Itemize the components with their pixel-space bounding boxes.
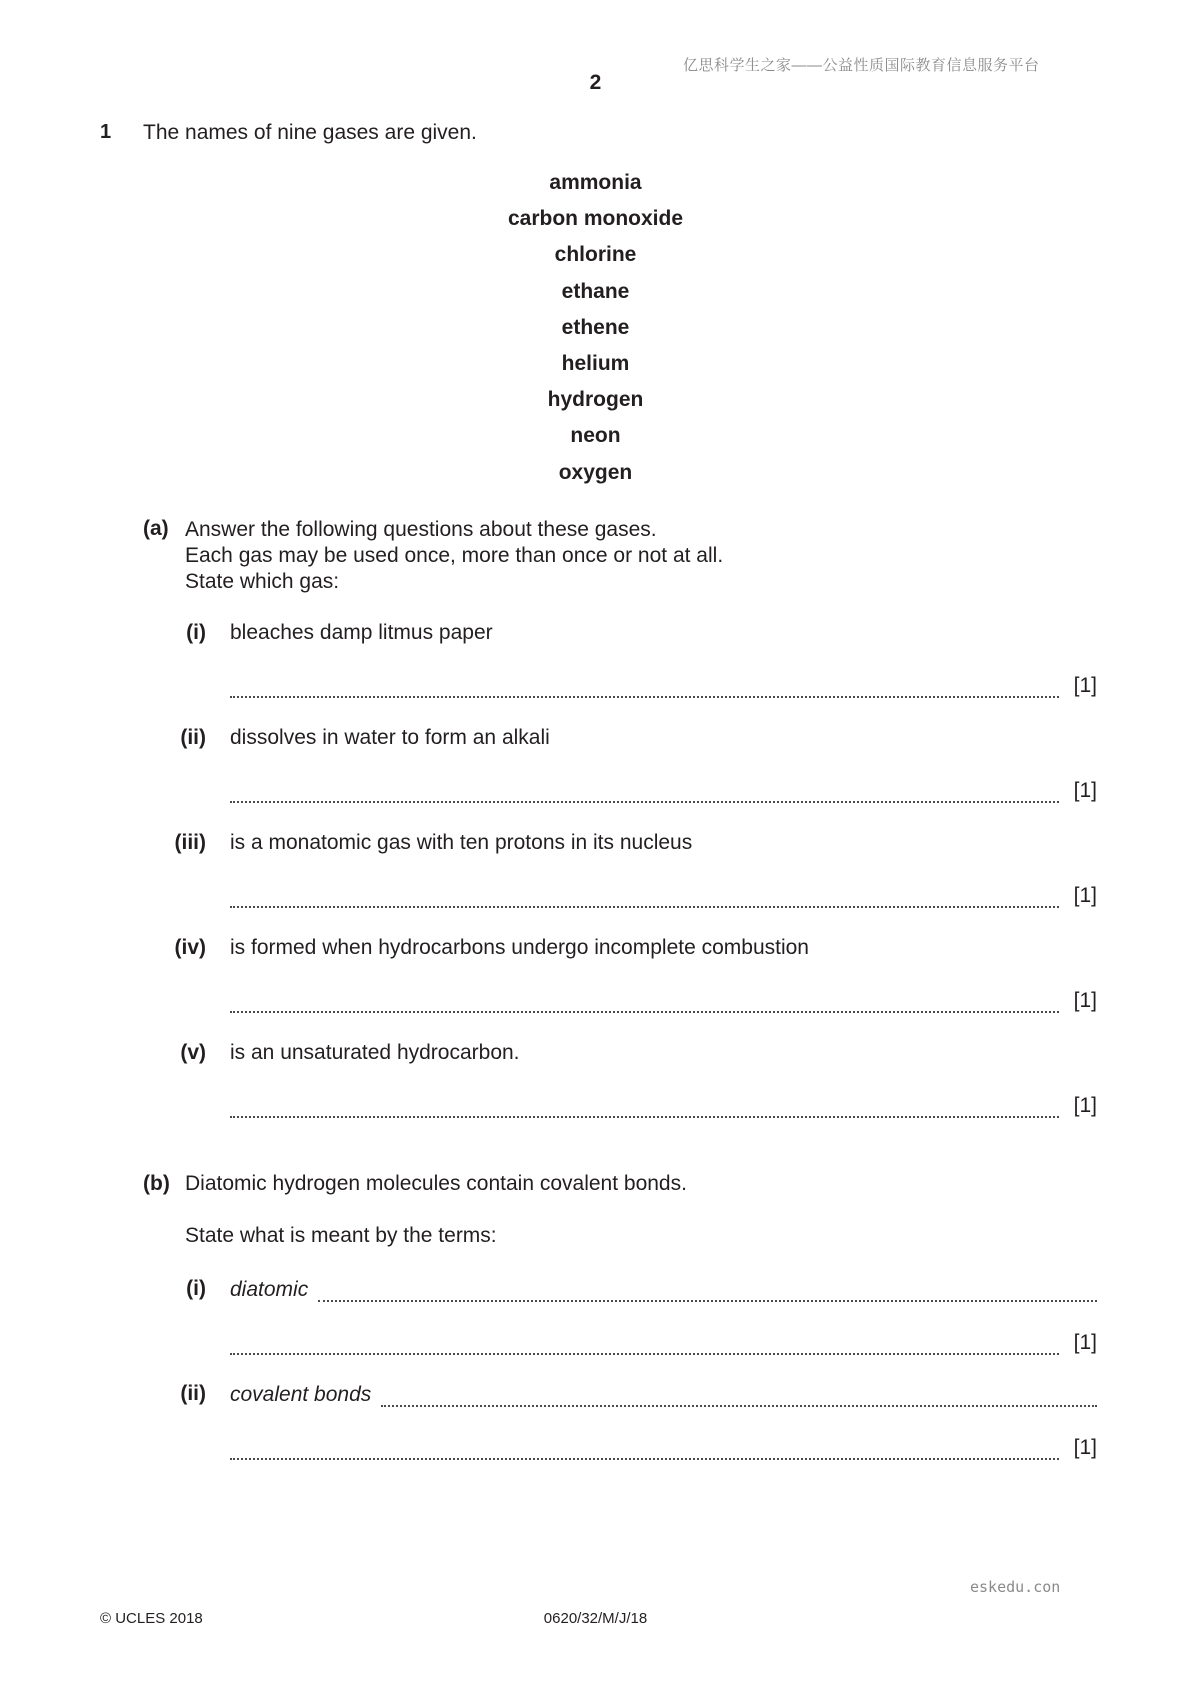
item-label: (i) xyxy=(186,621,206,644)
mark-allocation: [1] xyxy=(1073,674,1097,697)
part-a-instruction: Answer the following questions about these gases. xyxy=(185,518,657,541)
item-question: is an unsaturated hydrocarbon. xyxy=(230,1041,520,1064)
gas-name: helium xyxy=(561,351,630,375)
item-question: is formed when hydrocarbons undergo incomplete combustion xyxy=(230,936,809,959)
answer-line[interactable] xyxy=(230,1434,1097,1460)
gas-name: oxygen xyxy=(558,460,633,484)
answer-dots[interactable] xyxy=(318,1280,1097,1302)
answer-line[interactable] xyxy=(230,1092,1097,1118)
page-number: 2 xyxy=(589,71,602,94)
item-label: (v) xyxy=(180,1041,206,1064)
item-label: (ii) xyxy=(180,726,206,749)
answer-dots[interactable] xyxy=(230,886,1059,908)
gas-list xyxy=(0,170,1191,496)
item-label: (iii) xyxy=(174,831,206,854)
answer-dots[interactable] xyxy=(230,1096,1059,1118)
term-covalent-bonds: covalent bonds xyxy=(230,1383,372,1406)
question-number: 1 xyxy=(100,121,112,143)
term-diatomic: diatomic xyxy=(230,1278,309,1301)
header-watermark: 亿思科学生之家——公益性质国际教育信息服务平台 xyxy=(683,57,1040,74)
answer-dots[interactable] xyxy=(230,676,1059,698)
part-a-label: (a) xyxy=(143,517,169,540)
gas-name: hydrogen xyxy=(547,388,644,412)
definition-line[interactable] xyxy=(230,1276,1097,1302)
mark-allocation: [1] xyxy=(1073,989,1097,1012)
part-b-instruction: State what is meant by the terms: xyxy=(185,1224,497,1247)
part-a-instruction: Each gas may be used once, more than once or not at all. xyxy=(185,544,724,567)
copyright: © UCLES 2018 xyxy=(100,1610,203,1627)
item-label: (iv) xyxy=(174,936,206,959)
gas-name: ethane xyxy=(561,279,630,303)
item-question: bleaches damp litmus paper xyxy=(230,621,493,644)
answer-line[interactable] xyxy=(230,987,1097,1013)
gas-name: chlorine xyxy=(554,243,637,267)
item-question: is a monatomic gas with ten protons in its nucleus xyxy=(230,831,693,854)
answer-dots[interactable] xyxy=(230,781,1059,803)
mark-allocation: [1] xyxy=(1073,1094,1097,1117)
mark-allocation: [1] xyxy=(1073,779,1097,802)
gas-name: ammonia xyxy=(549,171,642,194)
gas-name: neon xyxy=(570,424,621,448)
answer-dots[interactable] xyxy=(230,991,1059,1013)
mark-allocation: [1] xyxy=(1073,884,1097,907)
mark-allocation: [1] xyxy=(1073,1436,1097,1459)
item-label: (i) xyxy=(186,1277,206,1300)
answer-dots[interactable] xyxy=(230,1333,1059,1355)
mark-allocation: [1] xyxy=(1073,1331,1097,1354)
item-question: dissolves in water to form an alkali xyxy=(230,726,550,749)
definition-line[interactable] xyxy=(230,1381,1097,1407)
answer-line[interactable] xyxy=(230,882,1097,908)
answer-dots[interactable] xyxy=(381,1385,1097,1407)
part-a-instruction: State which gas: xyxy=(185,570,340,593)
answer-dots[interactable] xyxy=(230,1438,1059,1460)
gas-name: carbon monoxide xyxy=(507,207,684,231)
answer-line[interactable] xyxy=(230,777,1097,803)
gas-name: ethene xyxy=(561,315,630,339)
answer-line[interactable] xyxy=(230,672,1097,698)
item-label: (ii) xyxy=(180,1382,206,1405)
part-b-label: (b) xyxy=(143,1172,170,1195)
footer-watermark: eskedu.con xyxy=(970,1578,1061,1596)
answer-line[interactable] xyxy=(230,1329,1097,1355)
question-intro: The names of nine gases are given. xyxy=(143,121,477,144)
part-b-statement: Diatomic hydrogen molecules contain covalent bonds. xyxy=(185,1172,687,1195)
paper-code: 0620/32/M/J/18 xyxy=(543,1610,648,1627)
